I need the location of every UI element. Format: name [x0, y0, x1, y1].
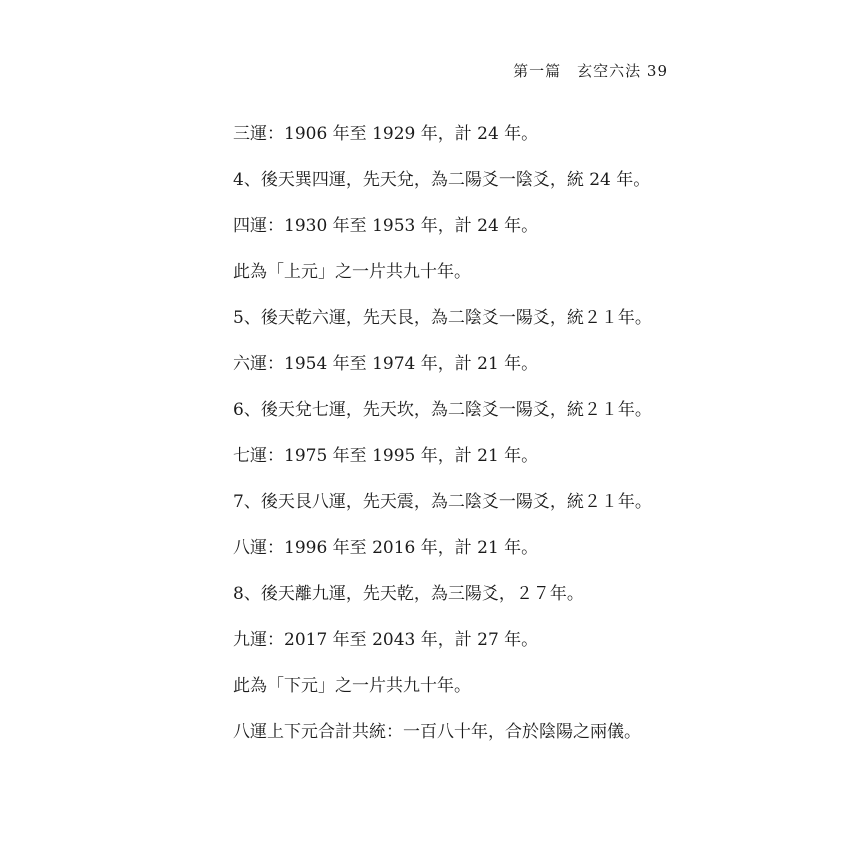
- text-line: 8、後天離九運，先天乾，為三陽爻，２７年。: [233, 584, 584, 604]
- running-header: 第一篇 玄空六法 39: [513, 62, 668, 80]
- text-line: 5、後天乾六運，先天艮，為二陰爻一陽爻，統２１年。: [233, 308, 652, 328]
- text-line: 4、後天巽四運，先天兌，為二陽爻一陰爻，統 24 年。: [233, 170, 651, 190]
- text-line: 7、後天艮八運，先天震，為二陰爻一陽爻，統２１年。: [233, 492, 652, 512]
- text-line: 七運：1975 年至 1995 年，計 21 年。: [233, 446, 539, 466]
- text-line: 九運：2017 年至 2043 年，計 27 年。: [233, 630, 539, 650]
- text-line: 八運上下元合計共統：一百八十年，合於陰陽之兩儀。: [233, 722, 641, 742]
- text-line: 四運：1930 年至 1953 年，計 24 年。: [233, 216, 539, 236]
- text-line: 六運：1954 年至 1974 年，計 21 年。: [233, 354, 539, 374]
- text-line: 6、後天兌七運，先天坎，為二陰爻一陽爻，統２１年。: [233, 400, 652, 420]
- body-text: [233, 118, 693, 762]
- text-line: 此為「下元」之一片共九十年。: [233, 676, 471, 696]
- text-line: 此為「上元」之一片共九十年。: [233, 262, 471, 282]
- text-line: 八運：1996 年至 2016 年，計 21 年。: [233, 538, 539, 558]
- text-line: 三運：1906 年至 1929 年，計 24 年。: [233, 124, 539, 144]
